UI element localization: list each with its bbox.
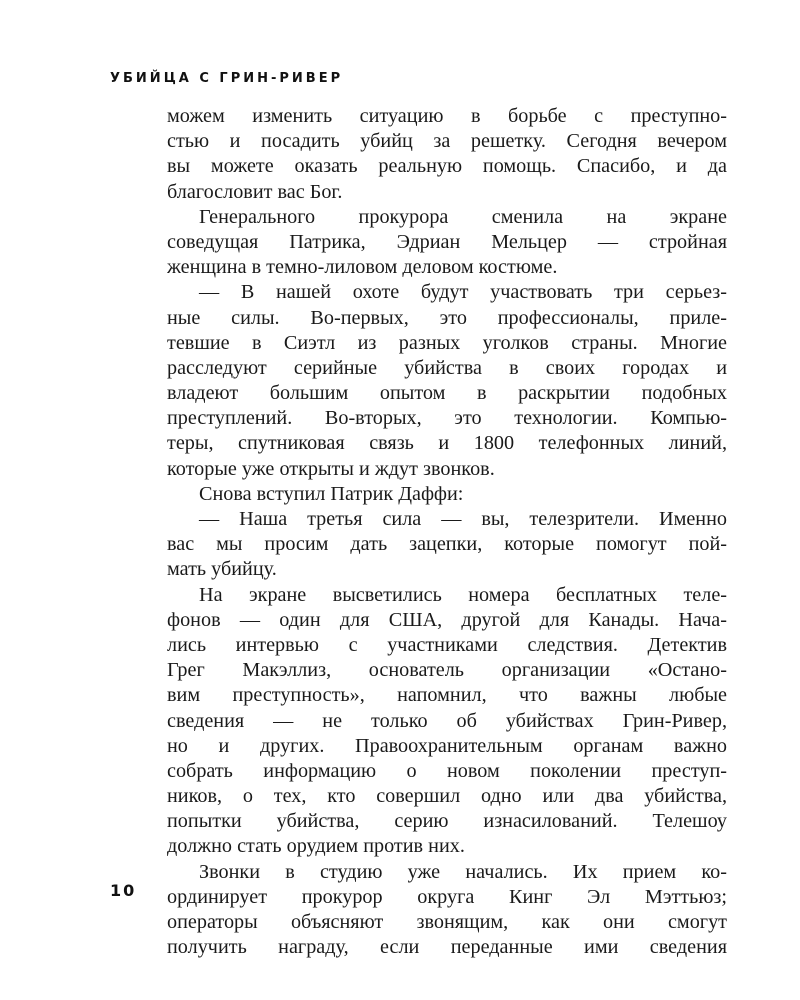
- text-line: Снова вступил Патрик Даффи:: [199, 482, 464, 505]
- text-line: вим преступность», напомнил, что важны любые: [167, 684, 727, 707]
- text-line: тевшие в Сиэтл из разных уголков страны. Многие: [167, 331, 727, 354]
- text-line: — В нашей охоте будут участвовать три серьез-: [199, 281, 727, 304]
- text-line: преступлений. Во-вторых, это технологии. Компью-: [167, 407, 727, 430]
- running-head: УБИЙЦА С ГРИН-РИВЕР: [110, 71, 344, 86]
- text-line: должно стать орудием против них.: [167, 835, 465, 858]
- text-line: Грег Макэллиз, основатель организации «Остано-: [167, 659, 727, 682]
- text-line: Звонки в студию уже начались. Их прием ко-: [199, 860, 727, 883]
- text-line: — Наша третья сила — вы, телезрители. Именно: [199, 508, 727, 530]
- text-line: На экране высветились номера бесплатных теле-: [199, 583, 727, 606]
- text-line: операторы объясняют звонящим, как они смогут: [167, 911, 727, 933]
- text-line: попытки убийства, серию изнасилований. Телешоу: [167, 810, 727, 833]
- text-line: стью и посадить убийц за решетку. Сегодня вечером: [167, 130, 727, 153]
- text-line: получить награду, если переданные ими сведения: [167, 936, 727, 959]
- text-line: можем изменить ситуацию в борьбе с преступно-: [167, 105, 727, 127]
- text-line: вас мы просим дать зацепки, которые помогут пой-: [167, 533, 727, 556]
- text-line: собрать информацию о новом поколении преступ-: [167, 759, 727, 782]
- text-line: но и других. Правоохранительным органам важно: [167, 734, 727, 757]
- text-line: которые уже открыты и ждут звонков.: [167, 457, 495, 480]
- text-line: сведения — не только об убийствах Грин-Ривер,: [167, 709, 727, 732]
- text-line: ные силы. Во-первых, это профессионалы, приле-: [167, 306, 727, 329]
- text-line: лись интервью с участниками следствия. Детектив: [167, 633, 727, 656]
- page-number: 10: [110, 881, 137, 900]
- text-line: владеют большим опытом в раскрытии подобных: [167, 382, 727, 405]
- text-line: вы можете оказать реальную помощь. Спасибо, и да: [167, 155, 727, 178]
- text-line: благословит вас Бог.: [167, 180, 343, 203]
- text-line: соведущая Патрика, Эдриан Мельцер — стройная: [167, 230, 727, 253]
- text-line: Генерального прокурора сменила на экране: [199, 205, 727, 228]
- text-line: фонов — один для США, другой для Канады. Нача-: [167, 608, 727, 631]
- text-line: ординирует прокурор округа Кинг Эл Мэттьюз;: [167, 885, 727, 908]
- text-line: теры, спутниковая связь и 1800 телефонных линий,: [167, 432, 727, 455]
- text-line: расследуют серийные убийства в своих городах и: [167, 356, 727, 379]
- body-text: [167, 104, 727, 960]
- text-line: женщина в темно-лиловом деловом костюме.: [167, 256, 558, 279]
- text-line: мать убийцу.: [167, 558, 277, 581]
- text-line: ников, о тех, кто совершил одно или два убийства,: [167, 785, 727, 808]
